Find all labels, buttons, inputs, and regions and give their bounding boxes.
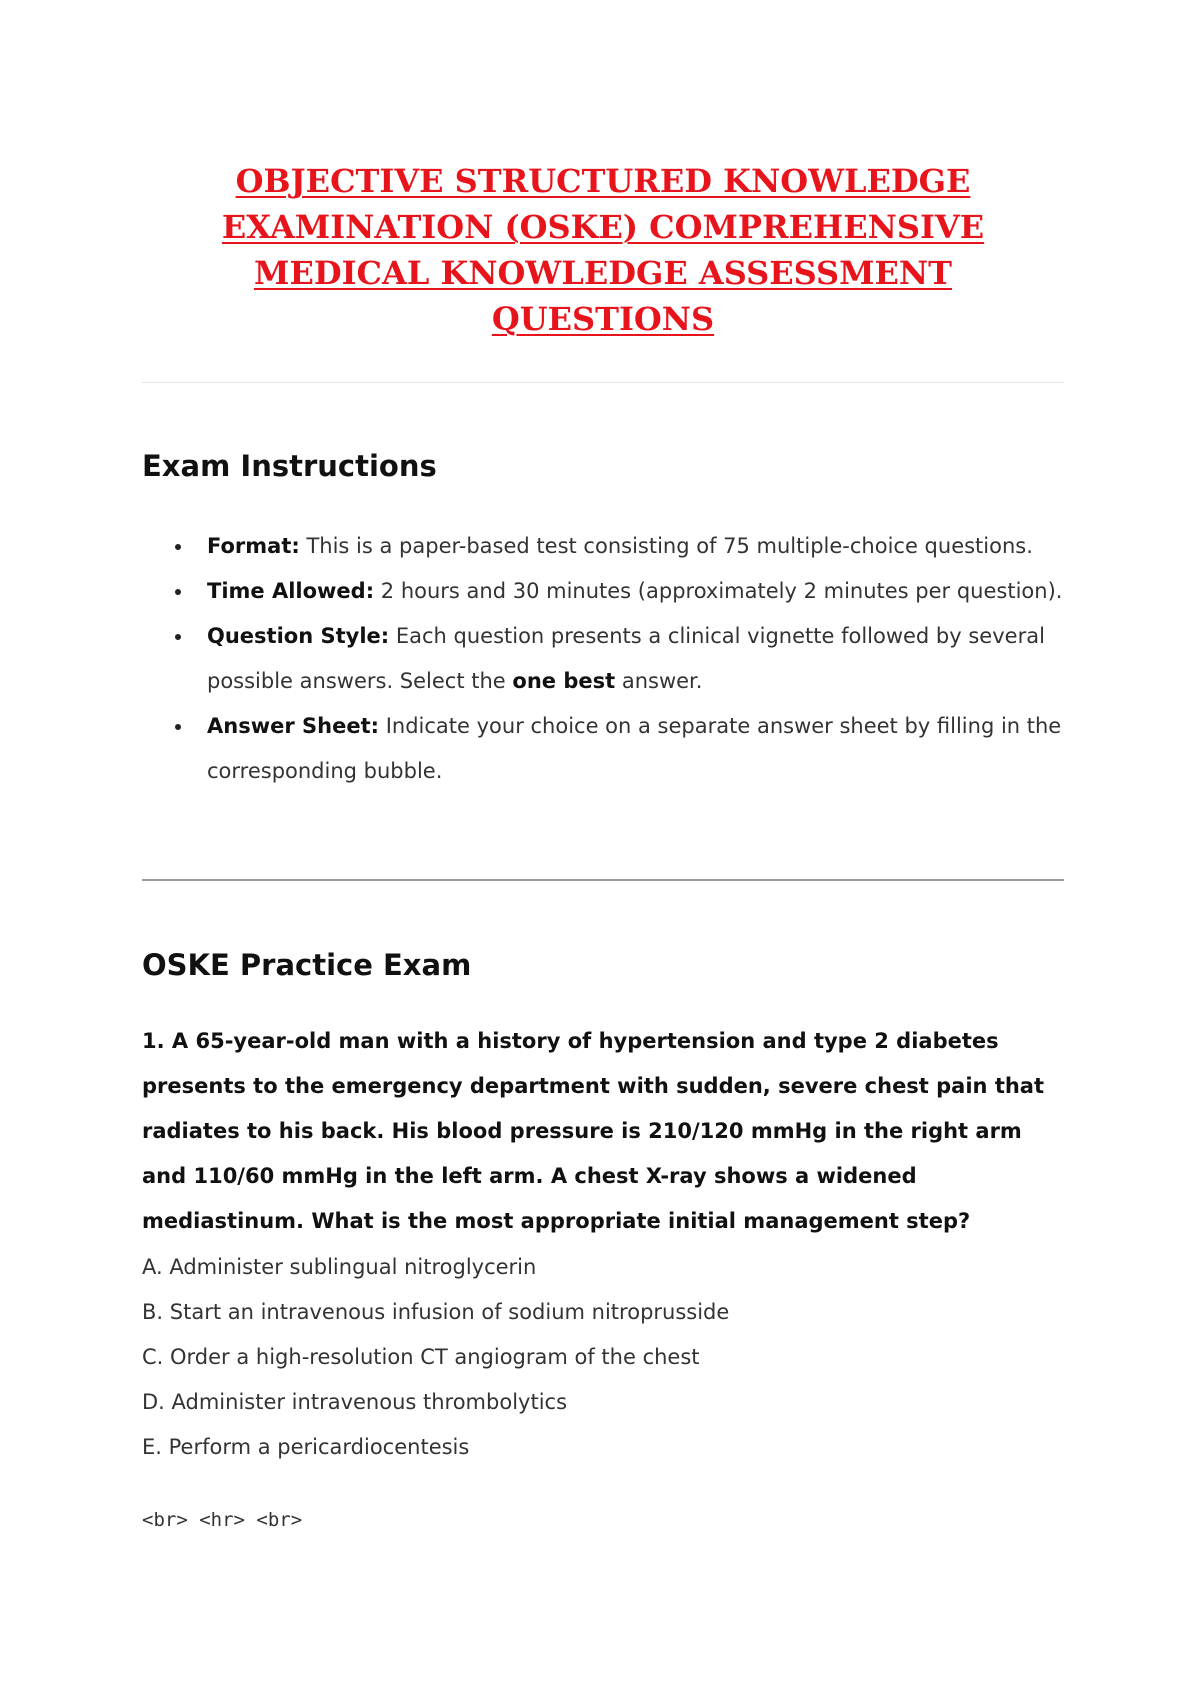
instruction-text: Indicate your choice on a separate answer sheet by filling in the corresponding bubble. <box>207 714 1062 783</box>
instruction-text-end: answer. <box>615 669 703 693</box>
instruction-label: Question Style: <box>207 624 390 648</box>
instruction-label: Time Allowed: <box>207 579 375 603</box>
section-divider <box>142 879 1064 881</box>
question-1-stem: 1. A 65-year-old man with a history of hypertension and type 2 diabetes presents to the emergency department with sudden, severe chest pain that radiates to his back. His blood pressure is 210/120 mmHg in the right arm and 110/60 mmHg in the left arm. A chest X-ray shows a widened mediastinum. What is the most appropriate initial management step? <box>142 1029 1045 1233</box>
instruction-format <box>207 524 1064 569</box>
answer-option-b: B. Start an intravenous infusion of sodium nitroprusside <box>142 1300 730 1324</box>
instruction-label: Format: <box>207 534 300 558</box>
literal-markup-text: <br> <hr> <br> <box>142 1509 303 1531</box>
answer-option-d: D. Administer intravenous thrombolytics <box>142 1390 568 1414</box>
document-title: OBJECTIVE STRUCTURED KNOWLEDGE EXAMINATION (OSKE) COMPREHENSIVE MEDICAL KNOWLEDGE ASSESSMENT QUESTIONS <box>221 162 985 338</box>
instruction-emphasis: one best <box>512 669 616 693</box>
answer-option-c: C. Order a high-resolution CT angiogram of the chest <box>142 1345 700 1369</box>
instruction-time-allowed <box>207 569 1064 614</box>
instruction-question-style <box>207 614 1064 704</box>
title-divider <box>142 382 1064 383</box>
question-1-options <box>142 1245 729 1470</box>
instruction-text: Each question presents a clinical vignette followed by several possible answers. Select the <box>207 624 1045 693</box>
instructions-list <box>142 524 1064 794</box>
instruction-answer-sheet <box>207 704 1064 794</box>
answer-option-a: A. Administer sublingual nitroglycerin <box>142 1255 537 1279</box>
exam-heading: OSKE Practice Exam <box>142 948 472 982</box>
instruction-label: Answer Sheet: <box>207 714 380 738</box>
instructions-heading: Exam Instructions <box>142 449 437 483</box>
answer-option-e: E. Perform a pericardiocentesis <box>142 1435 470 1459</box>
instruction-text: This is a paper-based test consisting of 75 multiple-choice questions. <box>299 534 1033 558</box>
instruction-text: 2 hours and 30 minutes (approximately 2 minutes per question). <box>374 579 1063 603</box>
